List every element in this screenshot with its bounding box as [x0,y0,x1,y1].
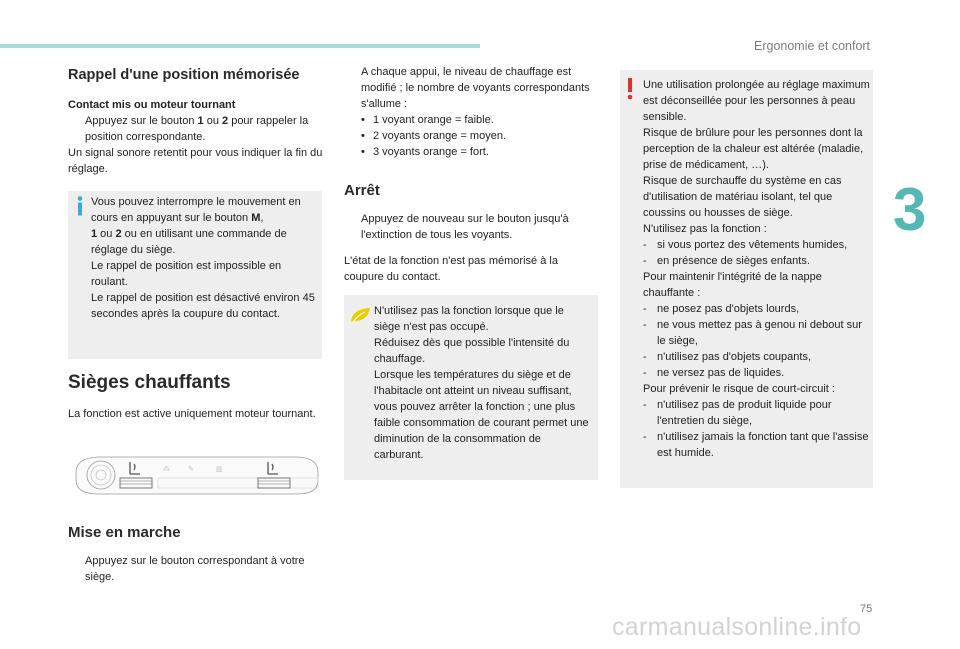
info-box-text: Vous pouvez interrompre le mouvement en cours en appuyant sur le bouton M, 1 ou 2 ou en utilisant une commande de réglage du siège. Le rappel de position est impossible en roulant. Le rappel de position est désactivé environ 45 secondes après la coupure du contact. [91,196,315,320]
rappel-subtitle: Contact mis ou moteur tournant [68,99,236,111]
mise-heading: Mise en marche [68,524,181,541]
header-rule [0,44,480,48]
arret-paragraph: L'état de la fonction n'est pas mémorisé à la coupure du contact. [344,255,558,283]
sieges-section [68,372,323,422]
arret-step: Appuyez de nouveau sur le bouton jusqu'à l'extinction de tous les voyants. [361,213,569,241]
list-item: - si vous portez des vêtements humides, [643,237,871,253]
svg-text:✎: ✎ [188,466,194,473]
eco-box-text: N'utilisez pas la fonction lorsque que le siège n'est pas occupé. Réduisez dès que possible l'intensité du chauffage. Lorsque les températures du siège et de l'habitacle ont atteint un niveau suffisant, vous pouvez arrêter la fonction ; une plus faible consommation de courant permet une diminution de la consommation de carburant. [374,305,589,461]
rappel-paragraph: Un signal sonore retentit pour vous indiquer la fin du réglage. [68,147,323,175]
eco-leaf-icon [350,306,372,324]
info-icon [76,196,84,216]
list-item: - ne versez pas de liquides. [643,365,871,381]
sieges-heading: Sièges chauffants [68,372,231,393]
watermark: carmanualsonline.info [612,613,862,641]
warning-icon [626,78,634,100]
arret-heading: Arrêt [344,182,380,199]
svg-text:⁂: ⁂ [163,466,170,473]
heated-seat-panel-illustration [68,452,322,498]
mise-section [68,524,323,585]
list-item: - n'utilisez pas d'objets coupants, [643,349,871,365]
list-item: - n'utilisez jamais la fonction tant que l'assise est humide. [643,429,871,461]
column-left [68,64,323,177]
page-number: 75 [860,603,873,615]
svg-text:▥: ▥ [216,466,223,473]
rappel-step: Appuyez sur le bouton 1 ou 2 pour rappeler la position correspondante. [85,115,309,143]
sieges-paragraph: La fonction est active uniquement moteur tournant. [68,408,316,420]
section-title: Ergonomie et confort [754,39,871,53]
list-item: • 3 voyants orange = fort. [361,144,599,160]
list-item: - ne posez pas d'objets lourds, [643,301,871,317]
list-item: • 1 voyant orange = faible. [361,112,599,128]
list-item: - ne vous mettez pas à genou ni debout sur le siège, [643,317,871,349]
mise-step: Appuyez sur le bouton correspondant à votre siège. [85,555,305,583]
column-middle [344,64,599,285]
chapter-number: 3 [893,176,927,243]
list-item: • 2 voyants orange = moyen. [361,128,599,144]
list-item: - en présence de sièges enfants. [643,253,871,269]
list-item: - n'utilisez pas de produit liquide pour l'entretien du siège, [643,397,871,429]
chauffage-step: A chaque appui, le niveau de chauffage est modifié ; le nombre de voyants correspondants s'allume : [361,66,590,110]
rappel-heading: Rappel d'une position mémorisée [68,67,300,83]
level-list [344,112,599,160]
warning-box-text: Une utilisation prolongée au réglage maximum est déconseillée pour les personnes à peau sensible. Risque de brûlure pour les personnes dont la perception de la chaleur est altérée (maladie, prise de médicament, …). Risque de surchauffe du système en cas d'utilisation de matériau isolant, tel que coussins ou housses de siège. N'utilisez pas la fonction : - si vous portez des vêtements humides, - en présence de sièges enfants. Pour maintenir l'intégrité de la nappe chauffante : - ne posez pas d'objets lourds, - ne vous mettez pas à genou ni debout sur le siège, - n'utilisez pas d'objets coupants, - ne versez pas de liquides. Pour prévenir le risque de court-circuit : - n'utilisez pas de produit liquide pour l'entretien du siège, - n'utilisez jamais la fonction tant que l'assise est humide. [643,77,871,461]
